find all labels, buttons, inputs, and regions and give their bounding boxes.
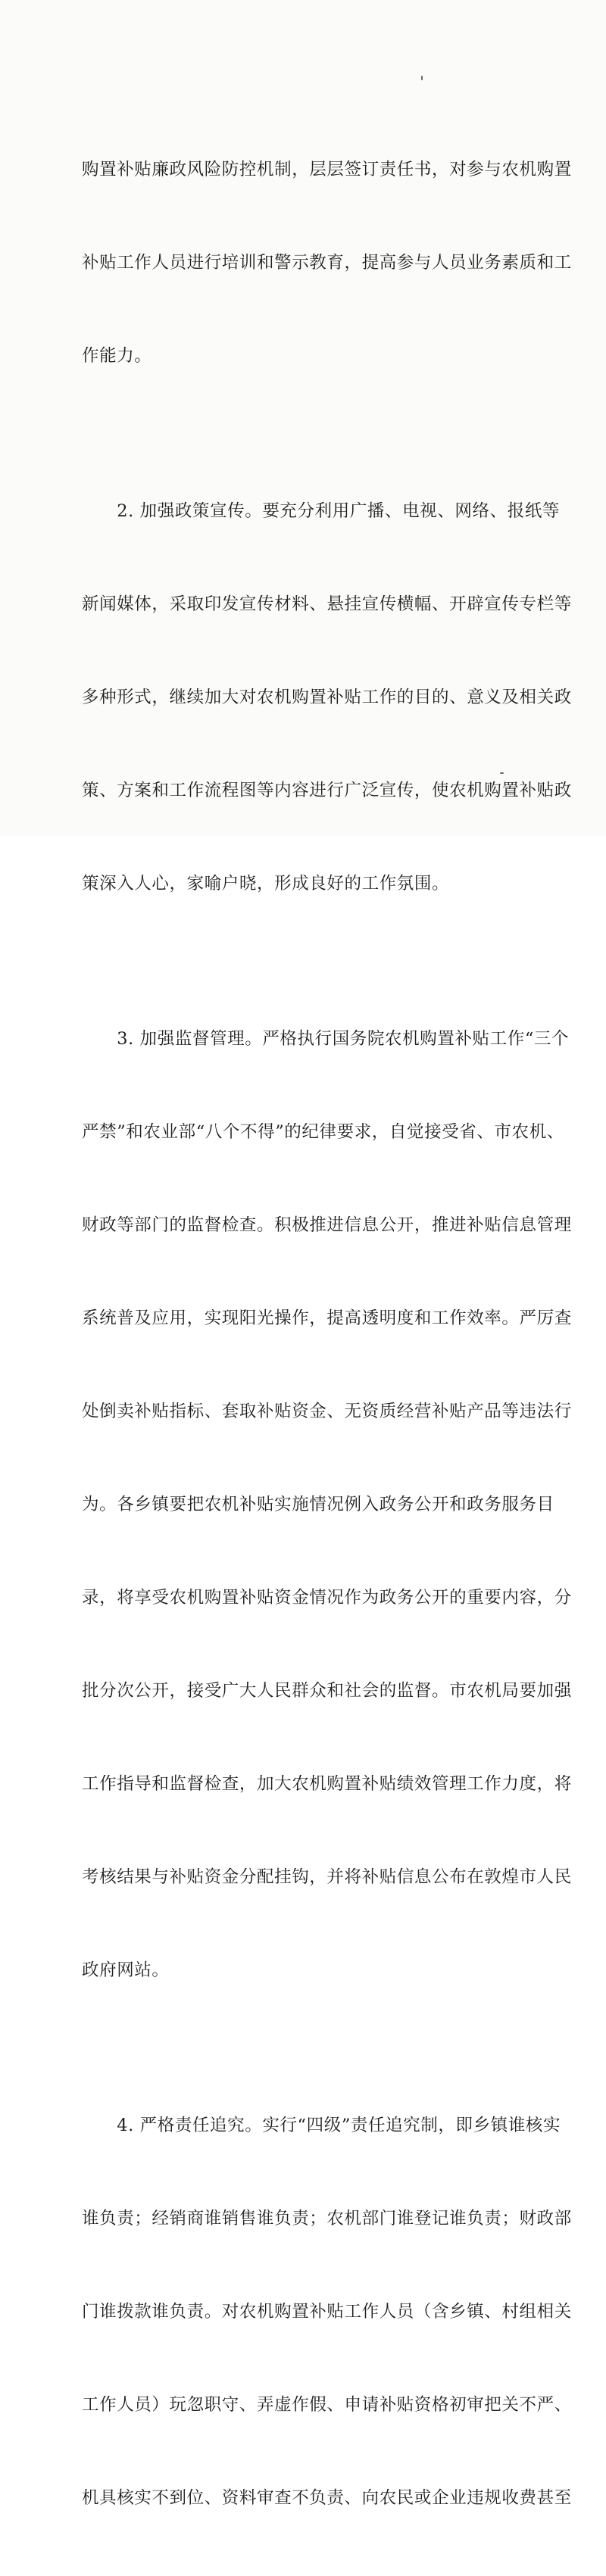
text-line: 作能力。	[82, 346, 152, 366]
paragraph-2	[82, 434, 572, 962]
text-line: 策、方案和工作流程图等内容进行广泛宣传，使农机购置补贴政	[82, 781, 572, 800]
text-line: 系统普及应用，实现阳光操作，提高透明度和工作效率。严厉查	[82, 1308, 572, 1328]
paragraph-3	[82, 962, 572, 2048]
text-line: 门谁拨款谁负责。对农机购置补贴工作人员（含乡镇、村组相关	[82, 2302, 572, 2322]
text-line: 谁负责；经销商谁销售谁负责；农机部门谁登记谁负责；财政部	[82, 2209, 572, 2228]
text-line: 为。各乡镇要把农机补贴实施情况例入政务公开和政务服务目	[82, 1495, 554, 1514]
text-line: 2. 加强政策宣传。要充分利用广播、电视、网络、报纸等	[82, 501, 561, 521]
text-line: 购置补贴廉政风险防控机制，层层签订责任书，对参与农机购置	[82, 160, 572, 179]
text-line: 3. 加强监督管理。严格执行国务院农机购置补贴工作“三个	[82, 1029, 570, 1049]
document-body	[82, 92, 572, 2576]
text-line: 考核结果与补贴资金分配挂钩，并将补贴信息公布在敦煌市人民	[82, 1867, 572, 1887]
text-line: 政府网站。	[82, 1960, 170, 1980]
text-line: 财政等部门的监督检查。积极推进信息公开，推进补贴信息管理	[82, 1215, 572, 1235]
text-line: 批分次公开，接受广大人民群众和社会的监督。市农机局要加强	[82, 1681, 572, 1701]
text-line: 严禁”和农业部“八个不得”的纪律要求，自觉接受省、市农机、	[82, 1122, 564, 1142]
text-line: 新闻媒体，采取印发宣传材料、悬挂宣传横幅、开辟宣传专栏等	[82, 594, 572, 614]
text-line: 策深入人心，家喻户晓，形成良好的工作氛围。	[82, 874, 450, 893]
text-line: 录，将享受农机购置补贴资金情况作为政务公开的重要内容，分	[82, 1588, 572, 1608]
text-line: 多种形式，继续加大对农机购置补贴工作的目的、意义及相关政	[82, 688, 572, 707]
scan-speck	[421, 76, 423, 80]
text-line: 工作指导和监督检查，加大农机购置补贴绩效管理工作力度，将	[82, 1774, 572, 1794]
text-line: 工作人员）玩忽职守、弄虚作假、申请补贴资格初审把关不严、	[82, 2395, 572, 2415]
text-line: 处倒卖补贴指标、套取补贴资金、无资质经营补贴产品等违法行	[82, 1402, 572, 1421]
paragraph-4	[82, 2048, 572, 2576]
text-line: 机具核实不到位、资料审查不负责、向农民或企业违规收费甚至	[82, 2488, 572, 2508]
text-line: 4. 严格责任追究。实行“四级”责任追究制，即乡镇谁核实	[82, 2116, 561, 2135]
paragraph-1	[82, 92, 572, 434]
text-line: 补贴工作人员进行培训和警示教育，提高参与人员业务素质和工	[82, 253, 572, 273]
